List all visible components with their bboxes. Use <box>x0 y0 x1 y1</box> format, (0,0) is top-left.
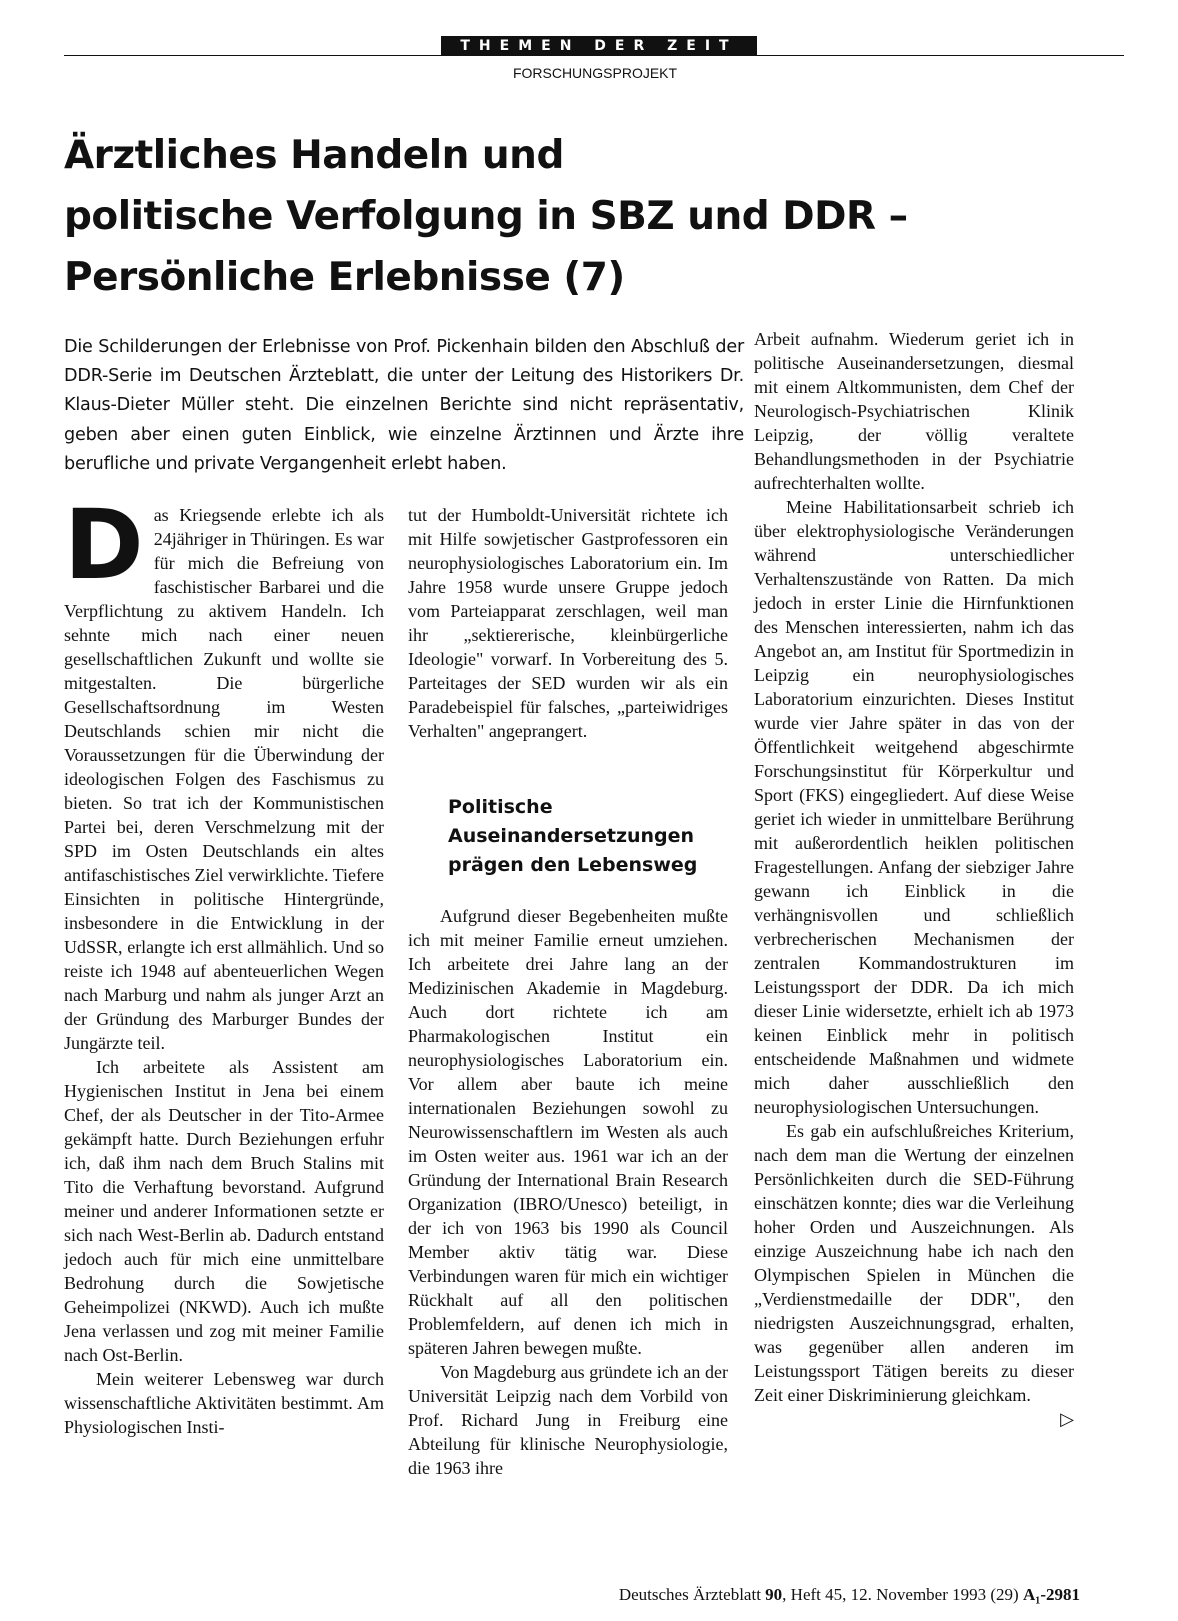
body-paragraph-continued: tut der Humboldt-Universität richtete ich mit Hilfe sowjetischer Gastprofessoren ein neurophysiologisches Laboratorium ein. Im Jahre 1958 wurde unsere Gruppe jedoch vom Parteiapparat zerschlagen, weil man ihr „sektiererische, kleinbürgerliche Ideologie" vorwarf. In Vorbereitung des 5. Parteitages der SED wurden wir als ein Paradebeispiel für falsches, „parteiwidriges Verhalten" angeprangert. <box>408 505 728 741</box>
subheading-line-3: prägen den Lebensweg <box>448 854 698 876</box>
article-lead: Die Schilderungen der Erlebnisse von Prof. Pickenhain bilden den Abschluß der DDR-Serie im Deutschen Ärzteblatt, die unter der Leitung des Historikers Dr. Klaus-Dieter Müller steht. Die einzelnen Berichte sind nicht repräsentativ, geben aber einen guten Einblick, wie einzelne Ärztinnen und Ärzte ihre berufliche und private Vergangenheit erlebt haben. <box>64 337 744 474</box>
body-paragraph <box>64 489 384 1055</box>
body-paragraph: Aufgrund dieser Begebenheiten mußte ich mit meiner Familie erneut umziehen. Ich arbeitete drei Jahre lang an der Medizinischen Akademie in Magdeburg. Auch dort richtete ich am Pharmakologischen Institut ein neurophysiologisches Laboratorium ein. Vor allem aber baute ich meine internationalen Beziehungen sowohl zu Neurowissenschaftlern im Westen als auch im Osten weiter aus. 1961 war ich an der Gründung der International Brain Research Organization (IBRO/Unesco) beteiligt, in der ich von 1963 bis 1990 als Council Member aktiv tätig war. Diese Verbindungen waren für mich ein wichtiger Rückhalt auf all den politischen Problemfeldern, auf denen ich mich in späteren Jahren bewegen mußte. <box>408 906 728 1358</box>
continued-arrow-icon: ▷ <box>1060 1409 1074 1429</box>
body-paragraph: Ich arbeitete als Assistent am Hygienischen Institut in Jena bei einem Chef, der als Deutscher in der Tito-Armee gekämpft hatte. Durch Beziehungen erfuhr ich, daß ihm nach dem Bruch Stalins mit Tito die Verhaftung bevorstand. Aufgrund meiner und anderer Informationen setzte er sich nach West-Berlin ab. Dadurch entstand jedoch auch für mich eine unmittelbare Bedrohung durch die Sowjetische Geheimpolizei (NKWD). Auch ich mußte Jena verlassen und zog mit meiner Familie nach Ost-Berlin. <box>64 1057 384 1365</box>
body-paragraph-text: Es gab ein aufschlußreiches Kriterium, nach dem man die Wertung der einzelnen Persönlichkeiten durch die SED-Führung einschätzen konnte; dies war die Verleihung hoher Orden und Auszeichnungen. Als einzige Auszeichnung habe ich nach den Olympischen Spielen in München die „Verdienstmedaille der DDR", den niedrigsten Auszeichnungsgrad, erhalten, was gegenüber allen anderen im Leistungssport Tätigen bereits zu dieser Zeit einer Diskriminierung gleichkam. <box>754 1121 1074 1405</box>
footer-issue: , Heft 45, 12. November 1993 (29) <box>782 1585 1019 1604</box>
body-paragraph <box>754 1119 1074 1429</box>
footer-page-number: A₁-2981 <box>1022 1585 1080 1604</box>
body-paragraph-text: as Kriegsende erlebte ich als 24jähriger in Thüringen. Es war für mich die Befreiung von faschistischer Barbarei und die Verpflichtung zu aktivem Handeln. Ich sehnte mich nach einer neuen gesellschaftlichen Zukunft und wollte sie mitgestalten. Die bürgerliche Gesellschaftsordnung im Westen Deutschlands schien mir nicht die Voraussetzungen für die Überwindung der ideologischen Folgen des Faschismus zu bieten. So trat ich der Kommunistischen Partei bei, deren Verschmelzung mit der SPD im Osten Deutschlands ein altes antifaschistisches Ziel verwirklichte. Tiefere Einsichten in politische Hintergründe, insbesondere in die Entwicklung in der UdSSR, erlangte ich erst allmählich. Und so reiste ich 1948 auf abenteuerlichen Wegen nach Marburg und nahm als junger Arzt an der Gründung des Marburger Bundes der Jungärzte teil. <box>64 505 384 1053</box>
body-column-1 <box>64 489 384 1439</box>
headline-line-1: Ärztliches Handeln und <box>64 133 564 178</box>
body-paragraph: Von Magdeburg aus gründete ich an der Universität Leipzig nach dem Vorbild von Prof. Richard Jung in Freiburg eine Abteilung für klinische Neurophysiologie, die 1963 ihre <box>408 1362 728 1478</box>
body-paragraph: Meine Habilitationsarbeit schrieb ich über elektrophysiologische Veränderungen während unterschiedlicher Verhaltenszustände von Ratten. Da mich jedoch in erster Linie die Hirnfunktionen des Menschen interessierten, nahm ich das Angebot an, am Institut für Sportmedizin in Leipzig ein neurophysiologisches Laboratorium einzurichten. Dieses Institut wurde vier Jahre später in das von der Öffentlichkeit weitgehend abgeschirmte Forschungsinstitut für Körperkultur und Sport (FKS) eingegliedert. Auf diese Weise geriet ich wieder in unmittelbare Berührung mit außerordentlich heiklen politischen Fragestellungen. Anfang der siebziger Jahre gewann ich Einblick in die verhängnisvollen und schließlich verbrecherischen Mechanismen der zentralen Kommandostrukturen im Leistungssport der DDR. Da ich mich dieser Linie widersetzte, erhielt ich ab 1973 keinen Einblick mehr in politisch entscheidende Maßnahmen und widmete mich daher ausschließlich den neurophysiologischen Untersuchungen. <box>754 497 1074 1117</box>
headline-line-2: politische Verfolgung in SBZ und DDR – <box>64 194 908 239</box>
subheading-line-1: Politische <box>448 796 553 818</box>
header-rule <box>64 55 1124 56</box>
footer-volume: 90 <box>765 1585 783 1604</box>
section-rubric: THEMEN DER ZEIT <box>441 36 757 56</box>
body-column-3 <box>754 327 1074 1431</box>
subheading-line-2: Auseinandersetzungen <box>448 825 695 847</box>
drop-cap: D <box>64 489 144 601</box>
footer-journal: Deutsches Ärzteblatt <box>618 1585 761 1604</box>
headline-line-3: Persönliche Erlebnisse (7) <box>64 255 625 300</box>
body-column-2 <box>408 503 728 1480</box>
body-paragraph: Mein weiterer Lebensweg war durch wissenschaftliche Aktivitäten bestimmt. Am Physiologischen Insti- <box>64 1369 384 1437</box>
article-headline <box>64 125 1124 308</box>
section-subheading <box>448 793 728 880</box>
page-footer <box>540 1585 1080 1605</box>
section-subrubric: FORSCHUNGSPROJEKT <box>512 65 678 81</box>
body-paragraph-continued: Arbeit aufnahm. Wiederum geriet ich in politische Auseinandersetzungen, diesmal mit einem Altkommunisten, dem Chef der Neurologisch-Psychiatrischen Klinik Leipzig, der völlig veraltete Behandlungsmethoden in der Psychiatrie aufrechterhalten wollte. <box>754 329 1074 493</box>
